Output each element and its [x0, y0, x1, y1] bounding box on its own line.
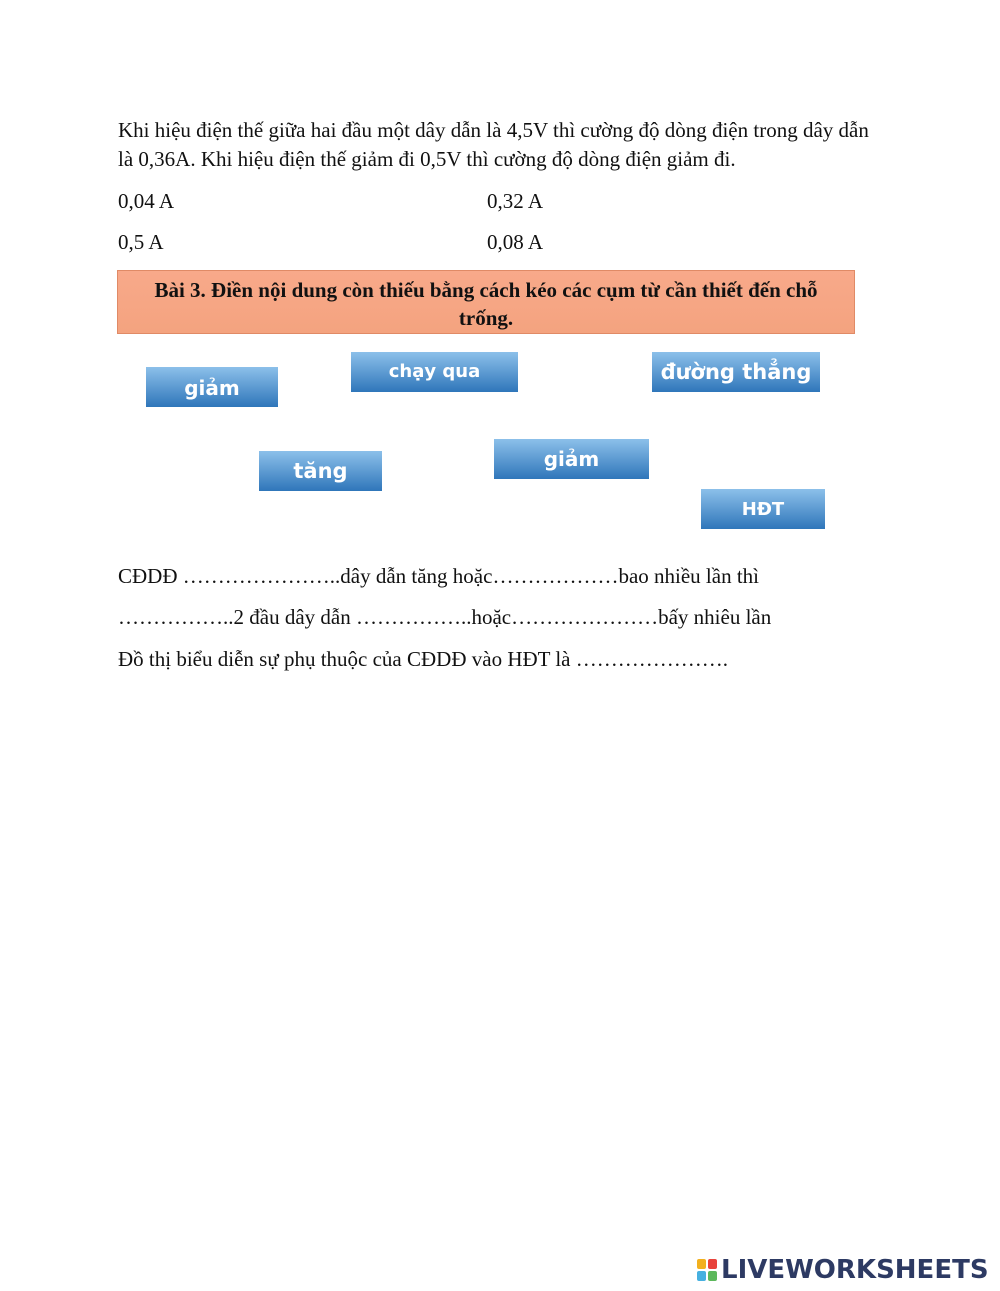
option-1[interactable]: 0,04 A: [118, 189, 175, 213]
logo-square-2: [708, 1259, 717, 1269]
logo-mark-icon: [697, 1259, 717, 1281]
fill-line-2: ……………..2 đầu dây dẫn ……………..hoặc…………………bấy nhiêu lần: [118, 605, 772, 629]
fill-line-1: CĐDĐ …………………..dây dẫn tăng hoặc………………bao nhiều lần thì: [118, 564, 759, 588]
brand-name: LIVEWORKSHEETS: [721, 1255, 989, 1285]
exercise-title: Bài 3. Điền nội dung còn thiếu bằng cách kéo các cụm từ cần thiết đến chỗ trống.: [154, 278, 818, 330]
liveworksheets-logo: [697, 1255, 989, 1285]
option-3[interactable]: 0,5 A: [118, 230, 164, 254]
option-4[interactable]: 0,08 A: [487, 230, 544, 254]
exercise-title-banner: [117, 270, 855, 334]
logo-square-4: [708, 1271, 717, 1281]
option-2[interactable]: 0,32 A: [487, 189, 544, 213]
logo-square-1: [697, 1259, 706, 1269]
drag-chip-tang[interactable]: tăng: [259, 451, 382, 491]
logo-square-3: [697, 1271, 706, 1281]
drag-chip-chay-qua[interactable]: chạy qua: [351, 352, 518, 392]
drag-chip-hdt[interactable]: HĐT: [701, 489, 825, 529]
question-text: Khi hiệu điện thế giữa hai đầu một dây dẫn là 4,5V thì cường độ dòng điện trong dây dẫn là 0,36A. Khi hiệu điện thế giảm đi 0,5V thì cường độ dòng điện giảm đi.: [118, 118, 869, 171]
drag-chip-giam-1[interactable]: giảm: [146, 367, 278, 407]
fill-line-3: Đồ thị biểu diễn sự phụ thuộc của CĐDĐ vào HĐT là ………………….: [118, 647, 729, 671]
drag-chip-duong-thang[interactable]: đường thẳng: [652, 352, 820, 392]
drag-chip-giam-2[interactable]: giảm: [494, 439, 649, 479]
